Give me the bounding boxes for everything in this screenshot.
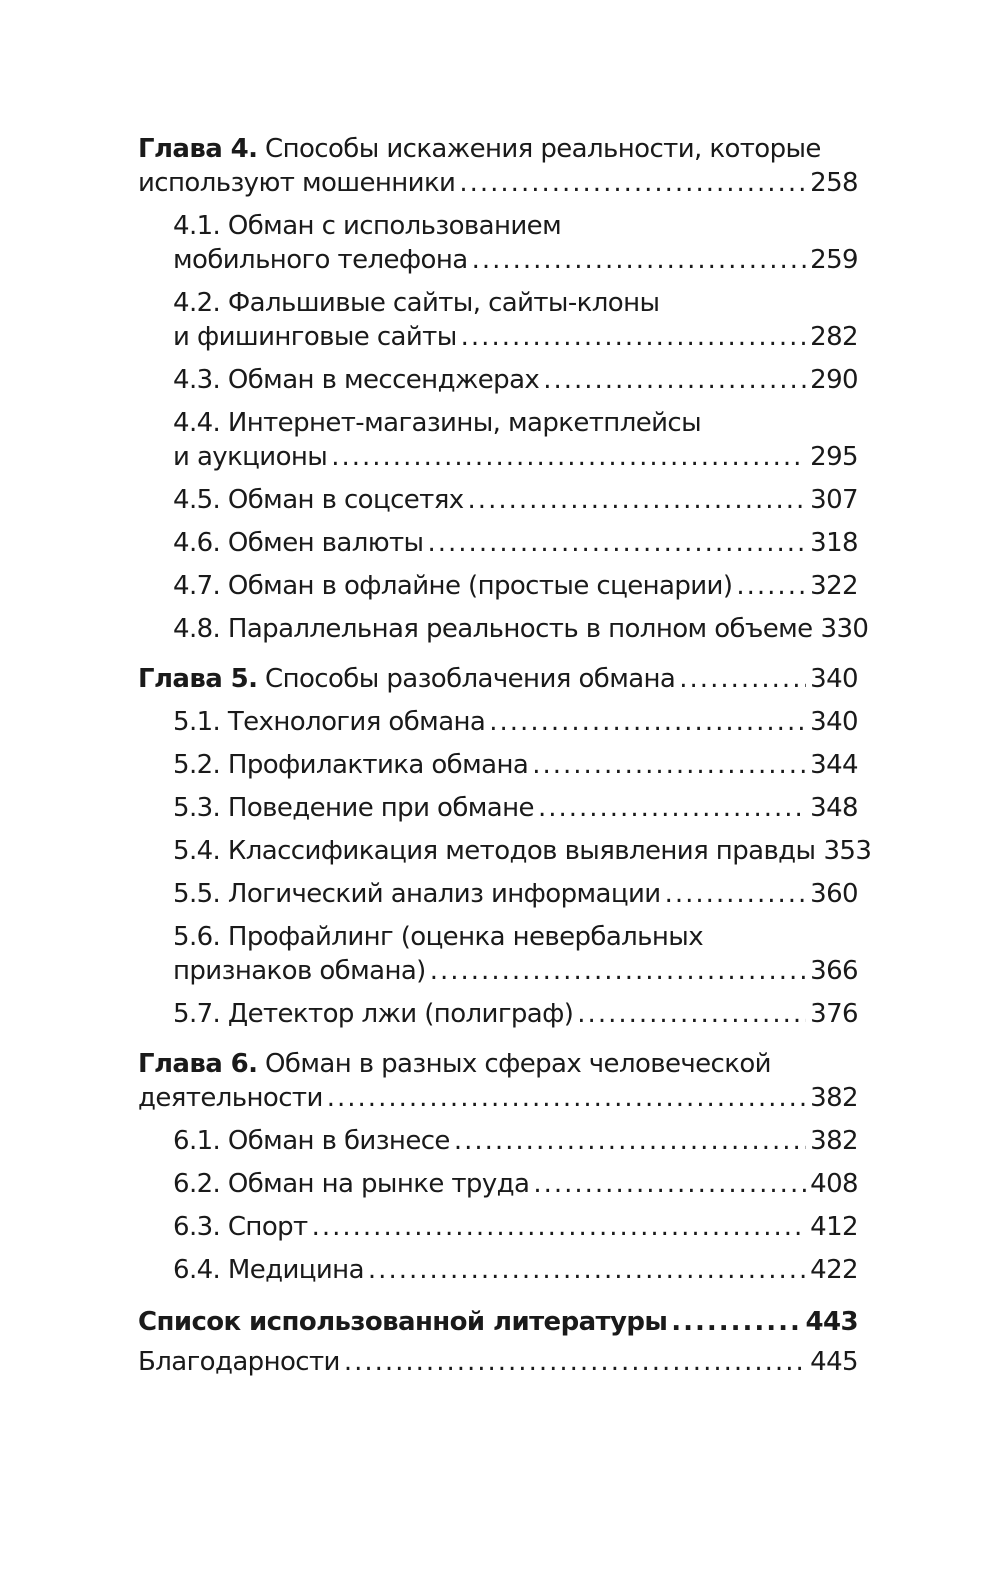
page-number: 376 — [810, 999, 858, 1029]
section-title: 6.1. Обман в бизнесе — [173, 1126, 450, 1156]
page-number: 322 — [810, 571, 858, 601]
dot-leader — [468, 483, 807, 517]
dot-leader — [368, 1253, 806, 1287]
section-title: 5.6. Профайлинг (оценка невербальных — [173, 922, 704, 952]
page-number: 340 — [810, 707, 858, 737]
section-title-cont: и фишинговые сайты — [173, 322, 457, 352]
dot-leader — [461, 320, 807, 354]
section-title: 4.8. Параллельная реальность в полном объеме — [173, 614, 813, 644]
section-title: 5.2. Профилактика обмана — [173, 750, 529, 780]
toc-entry — [173, 920, 858, 988]
toc-entry — [173, 569, 858, 603]
toc-entry — [173, 612, 869, 646]
chapter-label: Глава 5. — [138, 664, 258, 694]
page-number: 443 — [805, 1307, 858, 1337]
chapter-title-line — [138, 1047, 858, 1081]
chapter-6 — [138, 1047, 858, 1287]
page-number: 290 — [810, 365, 858, 395]
dot-leader — [454, 1124, 806, 1158]
page-number: 295 — [810, 442, 858, 472]
section-title: 6.2. Обман на рынке труда — [173, 1169, 530, 1199]
section-title: 4.6. Обмен валюты — [173, 528, 424, 558]
page-number: 382 — [810, 1126, 858, 1156]
table-of-contents — [138, 132, 872, 1379]
page-number: 318 — [810, 528, 858, 558]
toc-entry — [173, 526, 858, 560]
page-number: 382 — [810, 1083, 858, 1113]
chapter-4 — [138, 132, 869, 646]
dot-leader — [430, 954, 806, 988]
page-number: 445 — [810, 1347, 858, 1377]
dot-leader — [665, 877, 807, 911]
chapter-5 — [138, 662, 872, 1031]
toc-entry — [173, 1124, 858, 1158]
chapter-title-line — [138, 1081, 858, 1115]
dot-leader — [577, 997, 806, 1031]
section-title: 6.4. Медицина — [173, 1255, 364, 1285]
toc-entry — [173, 1253, 858, 1287]
dot-leader — [472, 243, 807, 277]
page-number: 422 — [810, 1255, 858, 1285]
chapter-title-cont: используют мошенники — [138, 168, 456, 198]
acknowledgements-title: Благодарности — [138, 1347, 340, 1377]
section-title: 5.3. Поведение при обмане — [173, 793, 534, 823]
toc-entry — [173, 997, 858, 1031]
dot-leader — [344, 1345, 806, 1379]
section-title: 4.5. Обман в соцсетях — [173, 485, 464, 515]
section-title: 4.4. Интернет-магазины, маркетплейсы — [173, 408, 702, 438]
page-number: 344 — [810, 750, 858, 780]
chapter-title-cont: деятельности — [138, 1083, 323, 1113]
page-number: 259 — [810, 245, 858, 275]
section-title-cont: мобильного телефона — [173, 245, 468, 275]
section-title-cont: признаков обмана) — [173, 956, 426, 986]
dot-leader — [543, 363, 806, 397]
page-number: 353 — [823, 836, 872, 866]
dot-leader — [679, 662, 806, 696]
toc-entry — [173, 748, 858, 782]
dot-leader — [459, 166, 806, 200]
dot-leader — [312, 1210, 807, 1244]
section-title: 4.3. Обман в мессенджерах — [173, 365, 540, 395]
section-title: 5.4. Классификация методов выявления правды — [173, 836, 816, 866]
dot-leader — [428, 526, 807, 560]
toc-entry — [173, 791, 858, 825]
page-number: 258 — [810, 168, 858, 198]
chapter-title: Обман в разных сферах человеческой — [265, 1049, 771, 1079]
page-number: 307 — [810, 485, 858, 515]
dot-leader — [331, 440, 806, 474]
dot-leader — [736, 569, 806, 603]
page-number: 282 — [810, 322, 858, 352]
dot-leader — [532, 748, 806, 782]
dot-leader — [489, 705, 806, 739]
toc-entry — [173, 834, 872, 868]
page-number: 360 — [810, 879, 858, 909]
toc-entry — [173, 1210, 858, 1244]
toc-entry — [173, 406, 858, 474]
toc-entry — [173, 209, 858, 277]
page-number: 330 — [820, 614, 869, 644]
toc-entry — [173, 363, 858, 397]
section-title: 5.1. Технология обмана — [173, 707, 486, 737]
page-number: 348 — [810, 793, 858, 823]
chapter-label: Глава 6. — [138, 1049, 258, 1079]
dot-leader — [327, 1081, 806, 1115]
toc-entry — [173, 1167, 858, 1201]
section-title: 5.5. Логический анализ информации — [173, 879, 661, 909]
section-title: 4.1. Обман с использованием — [173, 211, 562, 241]
page-number: 412 — [810, 1212, 858, 1242]
chapter-title-line — [138, 132, 858, 166]
chapter-title-line — [138, 166, 858, 200]
references-title: Список использованной литературы — [138, 1307, 668, 1337]
section-title: 5.7. Детектор лжи (полиграф) — [173, 999, 574, 1029]
toc-entry — [173, 705, 858, 739]
acknowledgements-entry — [138, 1345, 858, 1379]
page-number: 340 — [810, 664, 858, 694]
chapter-label: Глава 4. — [138, 134, 258, 164]
chapter-title-line — [138, 662, 858, 696]
chapter-title: Способы разоблачения обмана — [265, 664, 676, 694]
page-number: 408 — [810, 1169, 858, 1199]
section-title: 4.7. Обман в офлайне (простые сценарии) — [173, 571, 733, 601]
page-number: 366 — [810, 956, 858, 986]
section-title: 4.2. Фальшивые сайты, сайты-клоны — [173, 288, 660, 318]
dot-leader — [533, 1167, 806, 1201]
toc-entry — [173, 286, 858, 354]
section-title: 6.3. Спорт — [173, 1212, 308, 1242]
references-entry — [138, 1305, 858, 1339]
toc-entry — [173, 483, 858, 517]
section-title-cont: и аукционы — [173, 442, 328, 472]
dot-leader — [671, 1305, 801, 1339]
chapter-title: Способы искажения реальности, которые — [265, 134, 821, 164]
toc-entry — [173, 877, 858, 911]
dot-leader — [538, 791, 806, 825]
